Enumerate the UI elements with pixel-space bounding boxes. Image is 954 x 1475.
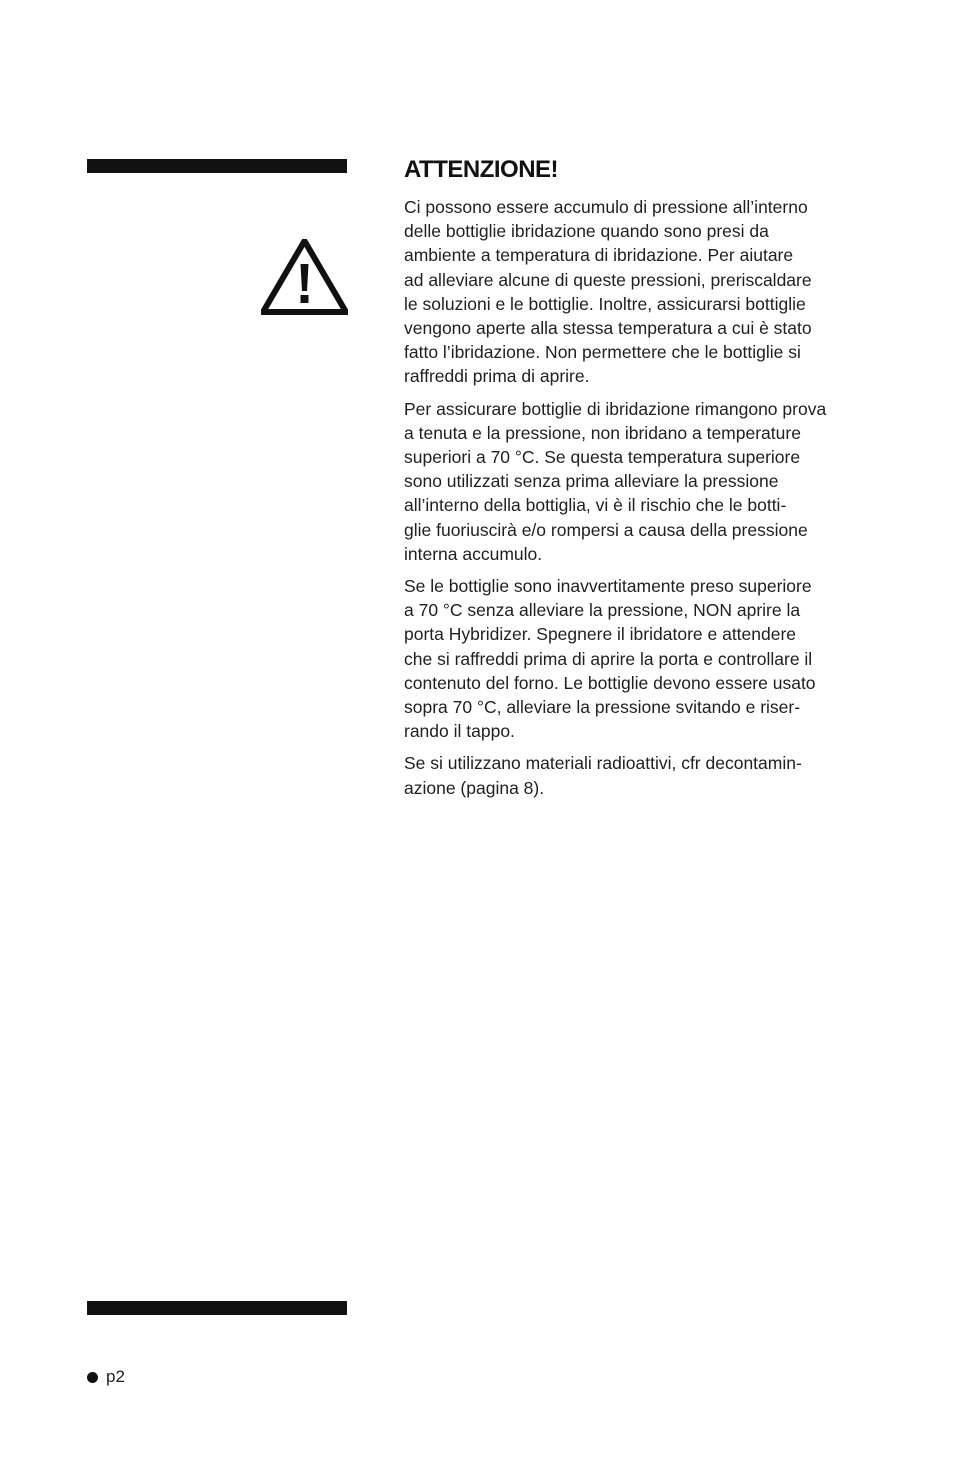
top-divider-bar [87,159,347,173]
bottom-divider-bar [87,1301,347,1315]
paragraph-accidental-overheat: Se le bottiglie sono inavvertitamente preso superiore a 70 °C senza alleviare la pressione, NON aprire la porta Hybridizer. Spegnere il ibridatore e attendere che si raffreddi prima di aprire la porta e controllare il contenuto del forno. Le bottiglie devono essere usato sopra 70 °C, alleviare la pressione svitando e riser- rando il tappo. [404,576,816,742]
page-number: p2 [106,1367,125,1386]
bullet-icon [87,1372,98,1383]
warning-content [404,155,872,808]
paragraph-radioactive: Se si utilizzano materiali radioattivi, cfr decontamin- azione (pagina 8). [404,753,802,798]
warning-triangle-icon [261,239,348,315]
page-footer [87,1367,125,1387]
paragraph-temperature-limit: Per assicurare bottiglie di ibridazione rimangono prova a tenuta e la pressione, non ibridano a temperature superiori a 70 °C. Se questa temperatura superiore sono utilizzati senza prima alleviare la pressione all’interno della bottiglia, vi è il rischio che le botti- glie fuoriuscirà e/o rompersi a causa della pressione interna accumulo. [404,398,827,564]
warning-heading: ATTENZIONE! [404,156,559,183]
paragraph-pressure-buildup: Ci possono essere accumulo di pressione all’interno delle bottiglie ibridazione quando sono presi da ambiente a temperatura di ibridazione. Per aiutare ad alleviare alcune di queste pressioni, preriscaldare le soluzioni e le bottiglie. Inoltre, assicurarsi bottiglie vengono aperte alla stessa temperatura a cui è stato fatto l’ibridazione. Non permettere che le bottiglie si raffreddi prima di aprire. [404,197,812,387]
